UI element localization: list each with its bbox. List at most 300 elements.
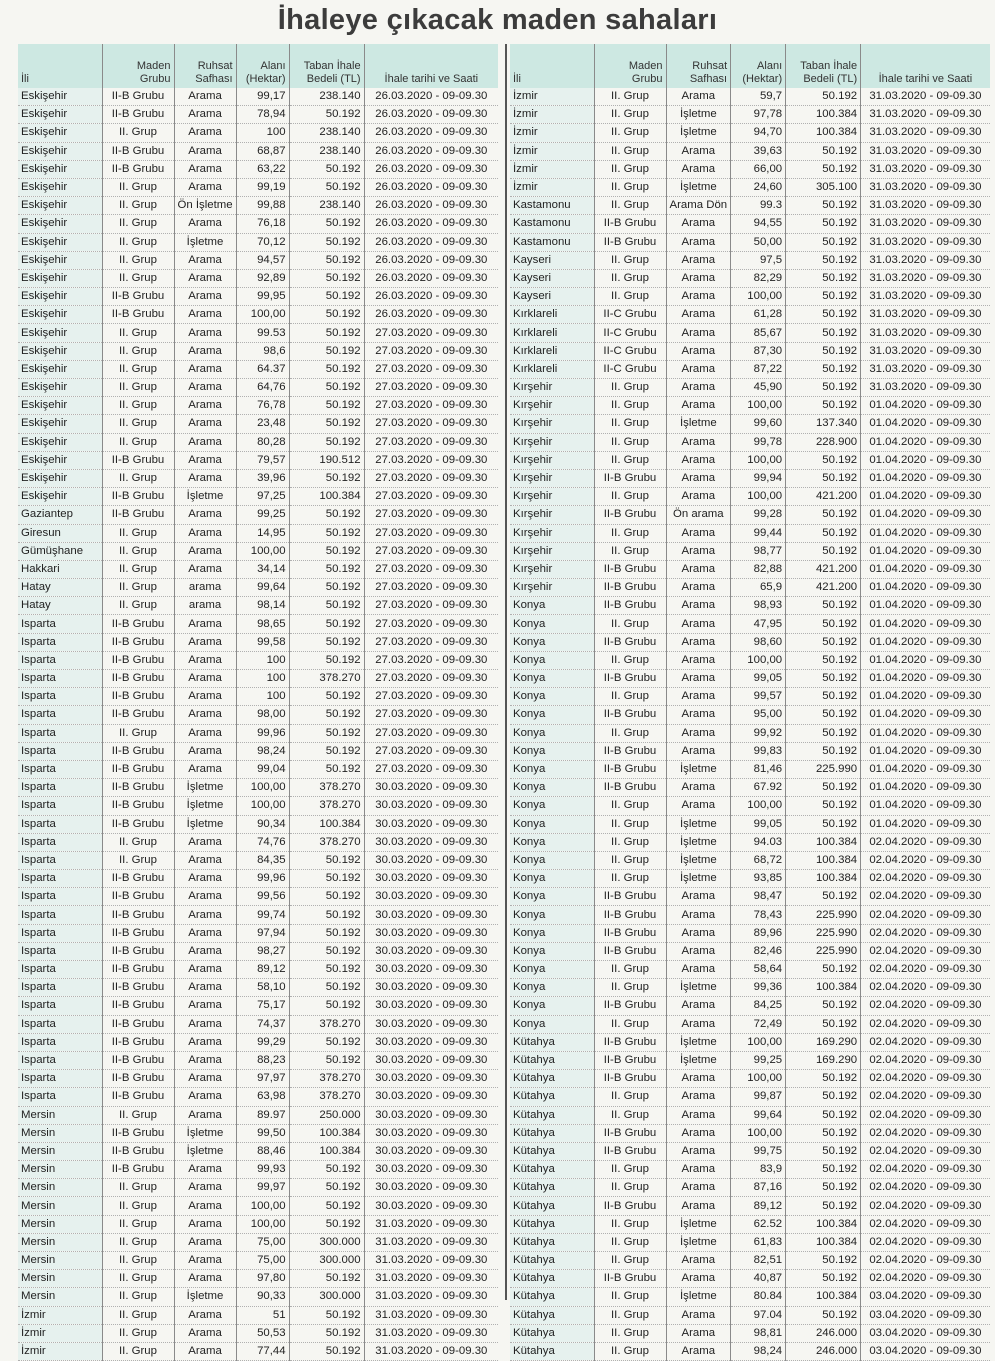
cell-il: Mersin bbox=[18, 1142, 102, 1160]
cell-ihale-tarihi: 26.03.2020 - 09-09.30 bbox=[364, 178, 498, 196]
cell-taban-bedel: 50.192 bbox=[289, 106, 364, 124]
cell-taban-bedel: 50.192 bbox=[786, 1270, 861, 1288]
cell-alan: 99,96 bbox=[236, 724, 289, 742]
cell-il: Eskişehir bbox=[18, 142, 102, 160]
cell-ruhsat-safhasi: Arama bbox=[174, 433, 236, 451]
cell-il: Kastamonu bbox=[510, 233, 594, 251]
cell-maden-grubu: II. Grup bbox=[594, 1233, 666, 1251]
cell-il: İzmir bbox=[510, 178, 594, 196]
cell-il: Kütahya bbox=[510, 1033, 594, 1051]
cell-maden-grubu: II. Grup bbox=[102, 269, 174, 287]
cell-maden-grubu: II. Grup bbox=[102, 851, 174, 869]
cell-taban-bedel: 50.192 bbox=[289, 379, 364, 397]
cell-ruhsat-safhasi: Arama bbox=[666, 724, 731, 742]
cell-ruhsat-safhasi: Arama bbox=[174, 524, 236, 542]
cell-maden-grubu: II-B Grubu bbox=[102, 942, 174, 960]
cell-maden-grubu: II-B Grubu bbox=[102, 160, 174, 178]
cell-ruhsat-safhasi: İşletme bbox=[666, 106, 731, 124]
cell-ihale-tarihi: 31.03.2020 - 09-09.30 bbox=[364, 1324, 498, 1342]
cell-ruhsat-safhasi: İşletme bbox=[666, 1215, 731, 1233]
cell-taban-bedel: 50.192 bbox=[786, 451, 861, 469]
cell-alan: 65,9 bbox=[731, 579, 786, 597]
cell-ihale-tarihi: 02.04.2020 - 09-09.30 bbox=[861, 1015, 990, 1033]
cell-ihale-tarihi: 02.04.2020 - 09-09.30 bbox=[861, 870, 990, 888]
cell-maden-grubu: II-B Grubu bbox=[102, 906, 174, 924]
table-row bbox=[18, 542, 498, 560]
table-row bbox=[18, 488, 498, 506]
cell-alan: 94,70 bbox=[731, 124, 786, 142]
cell-ihale-tarihi: 01.04.2020 - 09-09.30 bbox=[861, 815, 990, 833]
table-row bbox=[18, 433, 498, 451]
cell-ihale-tarihi: 27.03.2020 - 09-09.30 bbox=[364, 415, 498, 433]
cell-ruhsat-safhasi: Arama bbox=[666, 633, 731, 651]
cell-maden-grubu: II. Grup bbox=[594, 724, 666, 742]
cell-ihale-tarihi: 30.03.2020 - 09-09.30 bbox=[364, 779, 498, 797]
table-row bbox=[18, 633, 498, 651]
cell-maden-grubu: II-B Grubu bbox=[102, 706, 174, 724]
tender-table-right bbox=[510, 44, 990, 1361]
cell-ihale-tarihi: 01.04.2020 - 09-09.30 bbox=[861, 579, 990, 597]
cell-maden-grubu: II. Grup bbox=[594, 979, 666, 997]
cell-ihale-tarihi: 31.03.2020 - 09-09.30 bbox=[364, 1233, 498, 1251]
table-row bbox=[18, 1197, 498, 1215]
cell-maden-grubu: II. Grup bbox=[594, 1342, 666, 1360]
cell-ihale-tarihi: 31.03.2020 - 09-09.30 bbox=[861, 379, 990, 397]
cell-il: Eskişehir bbox=[18, 451, 102, 469]
cell-ihale-tarihi: 02.04.2020 - 09-09.30 bbox=[861, 1161, 990, 1179]
table-row bbox=[510, 615, 990, 633]
col-header-tarih: İhale tarihi ve Saati bbox=[364, 44, 498, 88]
table-row bbox=[510, 1270, 990, 1288]
table-row bbox=[510, 670, 990, 688]
cell-il: Mersin bbox=[18, 1233, 102, 1251]
cell-alan: 76,78 bbox=[236, 397, 289, 415]
cell-maden-grubu: II. Grup bbox=[102, 724, 174, 742]
cell-il: Hatay bbox=[18, 597, 102, 615]
table-row bbox=[510, 506, 990, 524]
table-row bbox=[510, 451, 990, 469]
table-row bbox=[510, 469, 990, 487]
cell-alan: 76,18 bbox=[236, 215, 289, 233]
table-row bbox=[18, 560, 498, 578]
cell-ihale-tarihi: 26.03.2020 - 09-09.30 bbox=[364, 106, 498, 124]
cell-il: Mersin bbox=[18, 1179, 102, 1197]
cell-maden-grubu: II. Grup bbox=[102, 342, 174, 360]
cell-il: Eskişehir bbox=[18, 215, 102, 233]
cell-alan: 97,78 bbox=[731, 106, 786, 124]
cell-taban-bedel: 50.192 bbox=[289, 469, 364, 487]
cell-taban-bedel: 100.384 bbox=[786, 870, 861, 888]
cell-ruhsat-safhasi: Arama bbox=[666, 342, 731, 360]
cell-il: Kütahya bbox=[510, 1270, 594, 1288]
table-row bbox=[510, 542, 990, 560]
cell-alan: 61,83 bbox=[731, 1233, 786, 1251]
cell-ruhsat-safhasi: İşletme bbox=[666, 979, 731, 997]
cell-alan: 99,92 bbox=[731, 724, 786, 742]
cell-maden-grubu: II-B Grubu bbox=[594, 560, 666, 578]
table-row bbox=[18, 579, 498, 597]
cell-ruhsat-safhasi: Arama bbox=[174, 451, 236, 469]
cell-ihale-tarihi: 02.04.2020 - 09-09.30 bbox=[861, 1233, 990, 1251]
cell-alan: 64.37 bbox=[236, 360, 289, 378]
cell-maden-grubu: II-B Grubu bbox=[102, 1088, 174, 1106]
cell-il: Konya bbox=[510, 742, 594, 760]
cell-il: Hatay bbox=[18, 579, 102, 597]
cell-alan: 64,76 bbox=[236, 379, 289, 397]
cell-ihale-tarihi: 30.03.2020 - 09-09.30 bbox=[364, 870, 498, 888]
cell-ruhsat-safhasi: Arama bbox=[174, 306, 236, 324]
table-row bbox=[510, 760, 990, 778]
cell-alan: 100,00 bbox=[731, 488, 786, 506]
table-row bbox=[510, 633, 990, 651]
cell-ruhsat-safhasi: Arama bbox=[666, 1342, 731, 1360]
cell-ihale-tarihi: 27.03.2020 - 09-09.30 bbox=[364, 342, 498, 360]
cell-ihale-tarihi: 26.03.2020 - 09-09.30 bbox=[364, 160, 498, 178]
cell-taban-bedel: 50.192 bbox=[786, 633, 861, 651]
cell-ruhsat-safhasi: İşletme bbox=[666, 1233, 731, 1251]
cell-alan: 100,00 bbox=[236, 542, 289, 560]
cell-ruhsat-safhasi: Arama bbox=[666, 306, 731, 324]
cell-alan: 14,95 bbox=[236, 524, 289, 542]
cell-maden-grubu: II-B Grubu bbox=[594, 579, 666, 597]
table-row bbox=[18, 1233, 498, 1251]
cell-taban-bedel: 50.192 bbox=[786, 670, 861, 688]
cell-taban-bedel: 50.192 bbox=[289, 888, 364, 906]
table-row bbox=[510, 306, 990, 324]
cell-alan: 100 bbox=[236, 688, 289, 706]
table-row bbox=[510, 724, 990, 742]
cell-ruhsat-safhasi: Arama bbox=[666, 997, 731, 1015]
table-row bbox=[18, 870, 498, 888]
table-row bbox=[510, 597, 990, 615]
cell-taban-bedel: 50.192 bbox=[289, 342, 364, 360]
cell-taban-bedel: 50.192 bbox=[289, 269, 364, 287]
cell-maden-grubu: II-B Grubu bbox=[594, 924, 666, 942]
cell-ihale-tarihi: 31.03.2020 - 09-09.30 bbox=[861, 215, 990, 233]
cell-maden-grubu: II-B Grubu bbox=[102, 997, 174, 1015]
cell-ihale-tarihi: 26.03.2020 - 09-09.30 bbox=[364, 215, 498, 233]
cell-ruhsat-safhasi: Arama bbox=[666, 1324, 731, 1342]
cell-maden-grubu: II-B Grubu bbox=[102, 1161, 174, 1179]
cell-ruhsat-safhasi: Arama bbox=[174, 833, 236, 851]
cell-taban-bedel: 50.192 bbox=[786, 469, 861, 487]
cell-taban-bedel: 50.192 bbox=[786, 251, 861, 269]
cell-ihale-tarihi: 30.03.2020 - 09-09.30 bbox=[364, 797, 498, 815]
cell-maden-grubu: II-B Grubu bbox=[594, 997, 666, 1015]
cell-taban-bedel: 378.270 bbox=[289, 1070, 364, 1088]
cell-taban-bedel: 50.192 bbox=[289, 1215, 364, 1233]
cell-maden-grubu: II-B Grubu bbox=[102, 870, 174, 888]
cell-maden-grubu: II. Grup bbox=[594, 851, 666, 869]
cell-taban-bedel: 50.192 bbox=[289, 360, 364, 378]
cell-taban-bedel: 50.192 bbox=[289, 742, 364, 760]
cell-il: Kırşehir bbox=[510, 397, 594, 415]
cell-il: Kastamonu bbox=[510, 197, 594, 215]
cell-ruhsat-safhasi: Arama bbox=[174, 942, 236, 960]
cell-ihale-tarihi: 30.03.2020 - 09-09.30 bbox=[364, 1106, 498, 1124]
cell-il: Isparta bbox=[18, 688, 102, 706]
cell-il: Mersin bbox=[18, 1252, 102, 1270]
cell-maden-grubu: II. Grup bbox=[102, 1197, 174, 1215]
cell-il: Konya bbox=[510, 979, 594, 997]
cell-ruhsat-safhasi: Arama bbox=[174, 1015, 236, 1033]
cell-taban-bedel: 50.192 bbox=[289, 524, 364, 542]
cell-ihale-tarihi: 26.03.2020 - 09-09.30 bbox=[364, 306, 498, 324]
cell-taban-bedel: 421.200 bbox=[786, 560, 861, 578]
cell-alan: 99,19 bbox=[236, 178, 289, 196]
cell-ihale-tarihi: 27.03.2020 - 09-09.30 bbox=[364, 397, 498, 415]
cell-ihale-tarihi: 03.04.2020 - 09-09.30 bbox=[861, 1306, 990, 1324]
cell-alan: 89,96 bbox=[731, 924, 786, 942]
cell-ihale-tarihi: 27.03.2020 - 09-09.30 bbox=[364, 506, 498, 524]
cell-taban-bedel: 100.384 bbox=[786, 979, 861, 997]
cell-ruhsat-safhasi: Arama bbox=[666, 488, 731, 506]
cell-ihale-tarihi: 30.03.2020 - 09-09.30 bbox=[364, 1015, 498, 1033]
cell-il: Kastamonu bbox=[510, 215, 594, 233]
table-row bbox=[18, 742, 498, 760]
col-header-tarih: İhale tarihi ve Saati bbox=[861, 44, 990, 88]
cell-ihale-tarihi: 30.03.2020 - 09-09.30 bbox=[364, 942, 498, 960]
cell-alan: 92,89 bbox=[236, 269, 289, 287]
cell-maden-grubu: II. Grup bbox=[594, 106, 666, 124]
table-row bbox=[18, 1288, 498, 1306]
cell-alan: 99,88 bbox=[236, 197, 289, 215]
cell-alan: 98,65 bbox=[236, 615, 289, 633]
cell-il: Kayseri bbox=[510, 288, 594, 306]
cell-ihale-tarihi: 01.04.2020 - 09-09.30 bbox=[861, 597, 990, 615]
cell-ruhsat-safhasi: Arama bbox=[174, 851, 236, 869]
cell-alan: 39,63 bbox=[731, 142, 786, 160]
cell-il: Kütahya bbox=[510, 1306, 594, 1324]
cell-alan: 100,00 bbox=[731, 651, 786, 669]
cell-taban-bedel: 137.340 bbox=[786, 415, 861, 433]
cell-alan: 95,00 bbox=[731, 706, 786, 724]
table-row bbox=[510, 415, 990, 433]
cell-il: Kırşehir bbox=[510, 542, 594, 560]
table-row bbox=[18, 1106, 498, 1124]
cell-maden-grubu: II-B Grubu bbox=[594, 706, 666, 724]
table-row bbox=[18, 106, 498, 124]
cell-taban-bedel: 50.192 bbox=[289, 906, 364, 924]
table-row bbox=[18, 851, 498, 869]
cell-ruhsat-safhasi: Arama bbox=[666, 433, 731, 451]
cell-ruhsat-safhasi: Arama bbox=[666, 88, 731, 106]
col-header-il: İli bbox=[18, 44, 102, 88]
table-row bbox=[510, 360, 990, 378]
cell-ihale-tarihi: 30.03.2020 - 09-09.30 bbox=[364, 1142, 498, 1160]
table-row bbox=[18, 688, 498, 706]
cell-alan: 88,23 bbox=[236, 1051, 289, 1069]
cell-alan: 88,46 bbox=[236, 1142, 289, 1160]
cell-maden-grubu: II. Grup bbox=[594, 379, 666, 397]
cell-il: Konya bbox=[510, 888, 594, 906]
cell-taban-bedel: 238.140 bbox=[289, 88, 364, 106]
table-row bbox=[510, 433, 990, 451]
cell-maden-grubu: II-B Grubu bbox=[102, 488, 174, 506]
cell-alan: 98,81 bbox=[731, 1324, 786, 1342]
cell-ruhsat-safhasi: Arama bbox=[174, 1306, 236, 1324]
cell-ruhsat-safhasi: Arama bbox=[666, 524, 731, 542]
table-row bbox=[18, 342, 498, 360]
cell-taban-bedel: 50.192 bbox=[786, 160, 861, 178]
table-row bbox=[18, 233, 498, 251]
cell-il: Isparta bbox=[18, 979, 102, 997]
cell-ihale-tarihi: 27.03.2020 - 09-09.30 bbox=[364, 433, 498, 451]
cell-ruhsat-safhasi: Arama bbox=[666, 924, 731, 942]
cell-taban-bedel: 50.192 bbox=[786, 524, 861, 542]
cell-ruhsat-safhasi: Arama bbox=[174, 870, 236, 888]
cell-alan: 99,25 bbox=[236, 506, 289, 524]
cell-ihale-tarihi: 31.03.2020 - 09-09.30 bbox=[364, 1215, 498, 1233]
cell-il: Kütahya bbox=[510, 1088, 594, 1106]
cell-alan: 100 bbox=[236, 651, 289, 669]
cell-maden-grubu: II. Grup bbox=[594, 433, 666, 451]
cell-alan: 99,75 bbox=[731, 1142, 786, 1160]
cell-alan: 99,97 bbox=[236, 1179, 289, 1197]
cell-taban-bedel: 50.192 bbox=[786, 142, 861, 160]
cell-ihale-tarihi: 27.03.2020 - 09-09.30 bbox=[364, 469, 498, 487]
cell-maden-grubu: II-B Grubu bbox=[102, 306, 174, 324]
cell-ruhsat-safhasi: Arama bbox=[174, 1215, 236, 1233]
cell-alan: 99,56 bbox=[236, 888, 289, 906]
table-row bbox=[510, 815, 990, 833]
cell-taban-bedel: 228.900 bbox=[786, 433, 861, 451]
cell-ihale-tarihi: 01.04.2020 - 09-09.30 bbox=[861, 433, 990, 451]
cell-alan: 77,44 bbox=[236, 1342, 289, 1360]
cell-ruhsat-safhasi: Arama bbox=[666, 1088, 731, 1106]
cell-maden-grubu: II. Grup bbox=[102, 379, 174, 397]
cell-il: Kütahya bbox=[510, 1106, 594, 1124]
cell-ruhsat-safhasi: İşletme bbox=[666, 851, 731, 869]
cell-taban-bedel: 378.270 bbox=[289, 833, 364, 851]
cell-ruhsat-safhasi: Arama bbox=[174, 342, 236, 360]
cell-taban-bedel: 50.192 bbox=[786, 306, 861, 324]
cell-maden-grubu: II-C Grubu bbox=[594, 360, 666, 378]
cell-ihale-tarihi: 02.04.2020 - 09-09.30 bbox=[861, 906, 990, 924]
cell-maden-grubu: II. Grup bbox=[102, 469, 174, 487]
cell-ihale-tarihi: 02.04.2020 - 09-09.30 bbox=[861, 1270, 990, 1288]
cell-ruhsat-safhasi: İşletme bbox=[174, 1124, 236, 1142]
cell-ihale-tarihi: 02.04.2020 - 09-09.30 bbox=[861, 1215, 990, 1233]
cell-ruhsat-safhasi: Arama bbox=[666, 615, 731, 633]
cell-maden-grubu: II. Grup bbox=[102, 597, 174, 615]
cell-ihale-tarihi: 31.03.2020 - 09-09.30 bbox=[861, 324, 990, 342]
cell-il: Isparta bbox=[18, 924, 102, 942]
cell-alan: 100,00 bbox=[731, 397, 786, 415]
cell-taban-bedel: 378.270 bbox=[289, 1088, 364, 1106]
cell-ihale-tarihi: 31.03.2020 - 09-09.30 bbox=[364, 1252, 498, 1270]
table-row bbox=[510, 1252, 990, 1270]
cell-alan: 81,46 bbox=[731, 760, 786, 778]
cell-alan: 99,87 bbox=[731, 1088, 786, 1106]
cell-alan: 84,25 bbox=[731, 997, 786, 1015]
cell-il: Konya bbox=[510, 760, 594, 778]
cell-alan: 85,67 bbox=[731, 324, 786, 342]
cell-il: Gümüşhane bbox=[18, 542, 102, 560]
table-row bbox=[510, 906, 990, 924]
cell-il: Konya bbox=[510, 833, 594, 851]
cell-ihale-tarihi: 27.03.2020 - 09-09.30 bbox=[364, 488, 498, 506]
cell-ruhsat-safhasi: İşletme bbox=[666, 870, 731, 888]
cell-ihale-tarihi: 01.04.2020 - 09-09.30 bbox=[861, 651, 990, 669]
cell-ruhsat-safhasi: Arama bbox=[174, 961, 236, 979]
cell-ruhsat-safhasi: Arama bbox=[174, 760, 236, 778]
cell-alan: 99,96 bbox=[236, 870, 289, 888]
cell-ihale-tarihi: 01.04.2020 - 09-09.30 bbox=[861, 469, 990, 487]
cell-alan: 74,76 bbox=[236, 833, 289, 851]
cell-ruhsat-safhasi: Arama bbox=[174, 415, 236, 433]
cell-alan: 80.84 bbox=[731, 1288, 786, 1306]
cell-taban-bedel: 50.192 bbox=[289, 961, 364, 979]
cell-maden-grubu: II. Grup bbox=[594, 797, 666, 815]
cell-taban-bedel: 50.192 bbox=[786, 288, 861, 306]
cell-taban-bedel: 50.192 bbox=[786, 88, 861, 106]
cell-maden-grubu: II-B Grubu bbox=[102, 979, 174, 997]
cell-maden-grubu: II. Grup bbox=[102, 360, 174, 378]
cell-maden-grubu: II. Grup bbox=[594, 1288, 666, 1306]
cell-alan: 99,29 bbox=[236, 1033, 289, 1051]
cell-maden-grubu: II-B Grubu bbox=[594, 215, 666, 233]
cell-ihale-tarihi: 01.04.2020 - 09-09.30 bbox=[861, 397, 990, 415]
cell-ihale-tarihi: 02.04.2020 - 09-09.30 bbox=[861, 1197, 990, 1215]
cell-il: Konya bbox=[510, 670, 594, 688]
cell-ruhsat-safhasi: Arama bbox=[666, 651, 731, 669]
table-row bbox=[510, 997, 990, 1015]
cell-il: İzmir bbox=[18, 1342, 102, 1360]
cell-taban-bedel: 50.192 bbox=[786, 1088, 861, 1106]
cell-il: Mersin bbox=[18, 1161, 102, 1179]
cell-taban-bedel: 50.192 bbox=[786, 197, 861, 215]
cell-ihale-tarihi: 31.03.2020 - 09-09.30 bbox=[861, 106, 990, 124]
cell-taban-bedel: 50.192 bbox=[786, 1106, 861, 1124]
cell-alan: 89,12 bbox=[731, 1197, 786, 1215]
cell-ihale-tarihi: 30.03.2020 - 09-09.30 bbox=[364, 833, 498, 851]
table-row bbox=[18, 906, 498, 924]
col-header-alan: Alanı (Hektar) bbox=[731, 44, 786, 88]
cell-taban-bedel: 50.192 bbox=[289, 942, 364, 960]
cell-taban-bedel: 50.192 bbox=[786, 542, 861, 560]
cell-il: Isparta bbox=[18, 942, 102, 960]
cell-ihale-tarihi: 02.04.2020 - 09-09.30 bbox=[861, 851, 990, 869]
cell-ihale-tarihi: 30.03.2020 - 09-09.30 bbox=[364, 961, 498, 979]
cell-ruhsat-safhasi: Arama bbox=[666, 1306, 731, 1324]
cell-taban-bedel: 50.192 bbox=[289, 1197, 364, 1215]
cell-maden-grubu: II. Grup bbox=[102, 1215, 174, 1233]
cell-maden-grubu: II. Grup bbox=[594, 1252, 666, 1270]
table-row bbox=[18, 306, 498, 324]
cell-taban-bedel: 50.192 bbox=[289, 688, 364, 706]
cell-ihale-tarihi: 31.03.2020 - 09-09.30 bbox=[364, 1306, 498, 1324]
cell-alan: 79,57 bbox=[236, 451, 289, 469]
col-header-bedel: Taban İhale Bedeli (TL) bbox=[289, 44, 364, 88]
cell-alan: 61,28 bbox=[731, 306, 786, 324]
cell-taban-bedel: 50.192 bbox=[289, 597, 364, 615]
cell-il: Eskişehir bbox=[18, 288, 102, 306]
cell-alan: 98,27 bbox=[236, 942, 289, 960]
table-row bbox=[510, 342, 990, 360]
cell-alan: 98,77 bbox=[731, 542, 786, 560]
cell-maden-grubu: II. Grup bbox=[102, 1288, 174, 1306]
cell-ihale-tarihi: 31.03.2020 - 09-09.30 bbox=[861, 178, 990, 196]
cell-alan: 67.92 bbox=[731, 779, 786, 797]
cell-maden-grubu: II-B Grubu bbox=[594, 233, 666, 251]
cell-taban-bedel: 50.192 bbox=[786, 724, 861, 742]
cell-ruhsat-safhasi: Arama bbox=[174, 651, 236, 669]
cell-taban-bedel: 50.192 bbox=[786, 961, 861, 979]
cell-maden-grubu: II-B Grubu bbox=[594, 506, 666, 524]
cell-il: Isparta bbox=[18, 870, 102, 888]
cell-alan: 63,98 bbox=[236, 1088, 289, 1106]
